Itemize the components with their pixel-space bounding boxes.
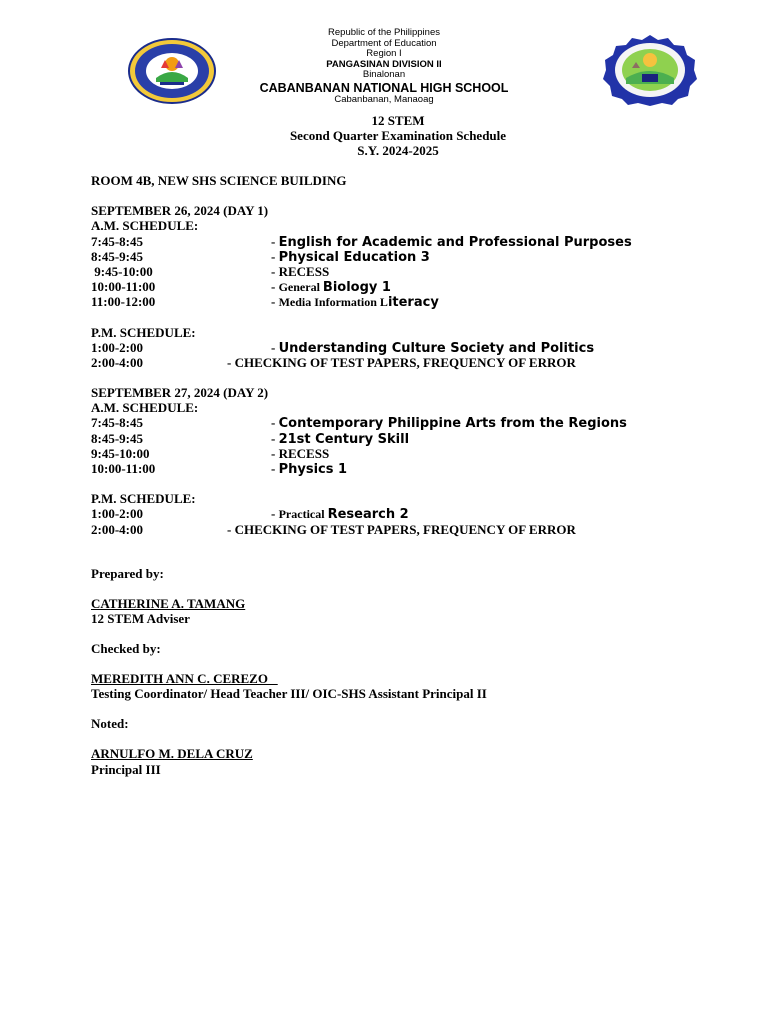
day2-pm-label: P.M. SCHEDULE: <box>91 491 196 507</box>
division-text: PANGASINAN DIVISION II <box>326 58 442 70</box>
republic-text: Republic of the Philippines <box>328 27 440 38</box>
table-row: 1:00-2:00 - Understanding Culture Society and Politics <box>91 339 595 356</box>
row-subject: English for Academic and Professional Purposes <box>278 234 632 250</box>
day1-pm-label: P.M. SCHEDULE: <box>91 324 196 340</box>
letterhead <box>0 28 768 105</box>
table-row: 9:45-10:00 - RECESS <box>91 263 330 279</box>
row-time: 7:45-8:45 <box>91 233 143 249</box>
prepared-name: CATHERINE A. TAMANG <box>91 596 246 611</box>
row-subject: iteracy <box>387 295 439 311</box>
document-title <box>0 113 768 158</box>
row-time: 7:45-8:45 <box>91 415 143 431</box>
row-time: 10:00-11:00 <box>91 279 156 295</box>
district-text: Binalonan <box>362 69 406 80</box>
row-subject: 21st Century Skill <box>278 431 410 447</box>
row-subject: Research 2 <box>327 507 409 523</box>
noted-label: Noted: <box>91 716 129 731</box>
table-row: 10:00-11:00 - Physics 1 <box>91 461 348 477</box>
table-row <box>91 522 731 537</box>
table-row: 7:45-8:45 - English for Academic and Professional Purposes <box>91 233 632 250</box>
row-time: 1:00-2:00 <box>91 506 143 522</box>
row-time: 8:45-9:45 <box>91 248 143 264</box>
row-time: 2:00-4:00 <box>91 521 143 537</box>
grade-title: 12 STEM <box>371 113 425 128</box>
noted-role: Principal III <box>91 762 161 777</box>
schedule <box>91 173 731 537</box>
row-subject: Physics 1 <box>278 462 348 477</box>
checked-role: Testing Coordinator/ Head Teacher III/ OIC-SHS Assistant Principal II <box>91 686 487 701</box>
row-time: 8:45-9:45 <box>91 430 143 446</box>
row-subject: Understanding Culture Society and Politics <box>278 340 595 356</box>
row-subject: Biology 1 <box>322 280 391 296</box>
row-subject: RECESS <box>278 263 330 279</box>
region-text: Region I <box>366 48 402 59</box>
room-heading: ROOM 4B, NEW SHS SCIENCE BUILDING <box>91 173 347 188</box>
table-row: 7:45-8:45 - Contemporary Philippine Arts from the Regions <box>91 415 627 432</box>
table-row: 9:45-10:00 - RECESS <box>91 445 330 461</box>
school-year: S.Y. 2024-2025 <box>357 143 439 158</box>
day1-heading: SEPTEMBER 26, 2024 (DAY 1) <box>91 203 269 219</box>
row-time: 9:45-10:00 <box>91 445 150 461</box>
row-time: 10:00-11:00 <box>91 461 156 476</box>
table-row: 8:45-9:45 - 21st Century Skill <box>91 430 410 447</box>
row-subject: RECESS <box>278 445 330 461</box>
table-row <box>91 355 731 370</box>
table-row: 8:45-9:45 - Physical Education 3 <box>91 248 430 265</box>
row-subject: - CHECKING OF TEST PAPERS, FREQUENCY OF ERROR <box>227 521 576 537</box>
checked-name: MEREDITH ANN C. CEREZO <box>91 671 278 686</box>
prepared-role: 12 STEM Adviser <box>91 611 190 626</box>
department-text: Department of Education <box>331 37 437 49</box>
row-subject: - CHECKING OF TEST PAPERS, FREQUENCY OF ERROR <box>227 354 576 370</box>
row-time: 1:00-2:00 <box>91 339 143 355</box>
row-time: 2:00-4:00 <box>91 354 143 370</box>
prepared-label: Prepared by: <box>91 566 164 581</box>
table-row: 1:00-2:00 - Practical Research 2 <box>91 506 409 523</box>
school-address: Cabanbanan, Manaoag <box>334 93 434 105</box>
row-subject: Contemporary Philippine Arts from the Regions <box>278 416 627 432</box>
row-time: 9:45-10:00 <box>91 263 153 279</box>
noted-name: ARNULFO M. DELA CRUZ <box>91 746 253 761</box>
table-row: 10:00-11:00 - General Biology 1 <box>91 279 391 296</box>
day2-am-label: A.M. SCHEDULE: <box>91 400 199 416</box>
school-name: CABANBANAN NATIONAL HIGH SCHOOL <box>259 80 509 95</box>
row-subject: Physical Education 3 <box>278 249 430 265</box>
table-row: 11:00-12:00 - Media Information Literacy <box>91 294 439 311</box>
checked-label: Checked by: <box>91 641 161 656</box>
day2-heading: SEPTEMBER 27, 2024 (DAY 2) <box>91 385 269 401</box>
row-time: 11:00-12:00 <box>91 294 156 310</box>
day1-am-label: A.M. SCHEDULE: <box>91 218 199 234</box>
exam-title: Second Quarter Examination Schedule <box>289 128 507 143</box>
